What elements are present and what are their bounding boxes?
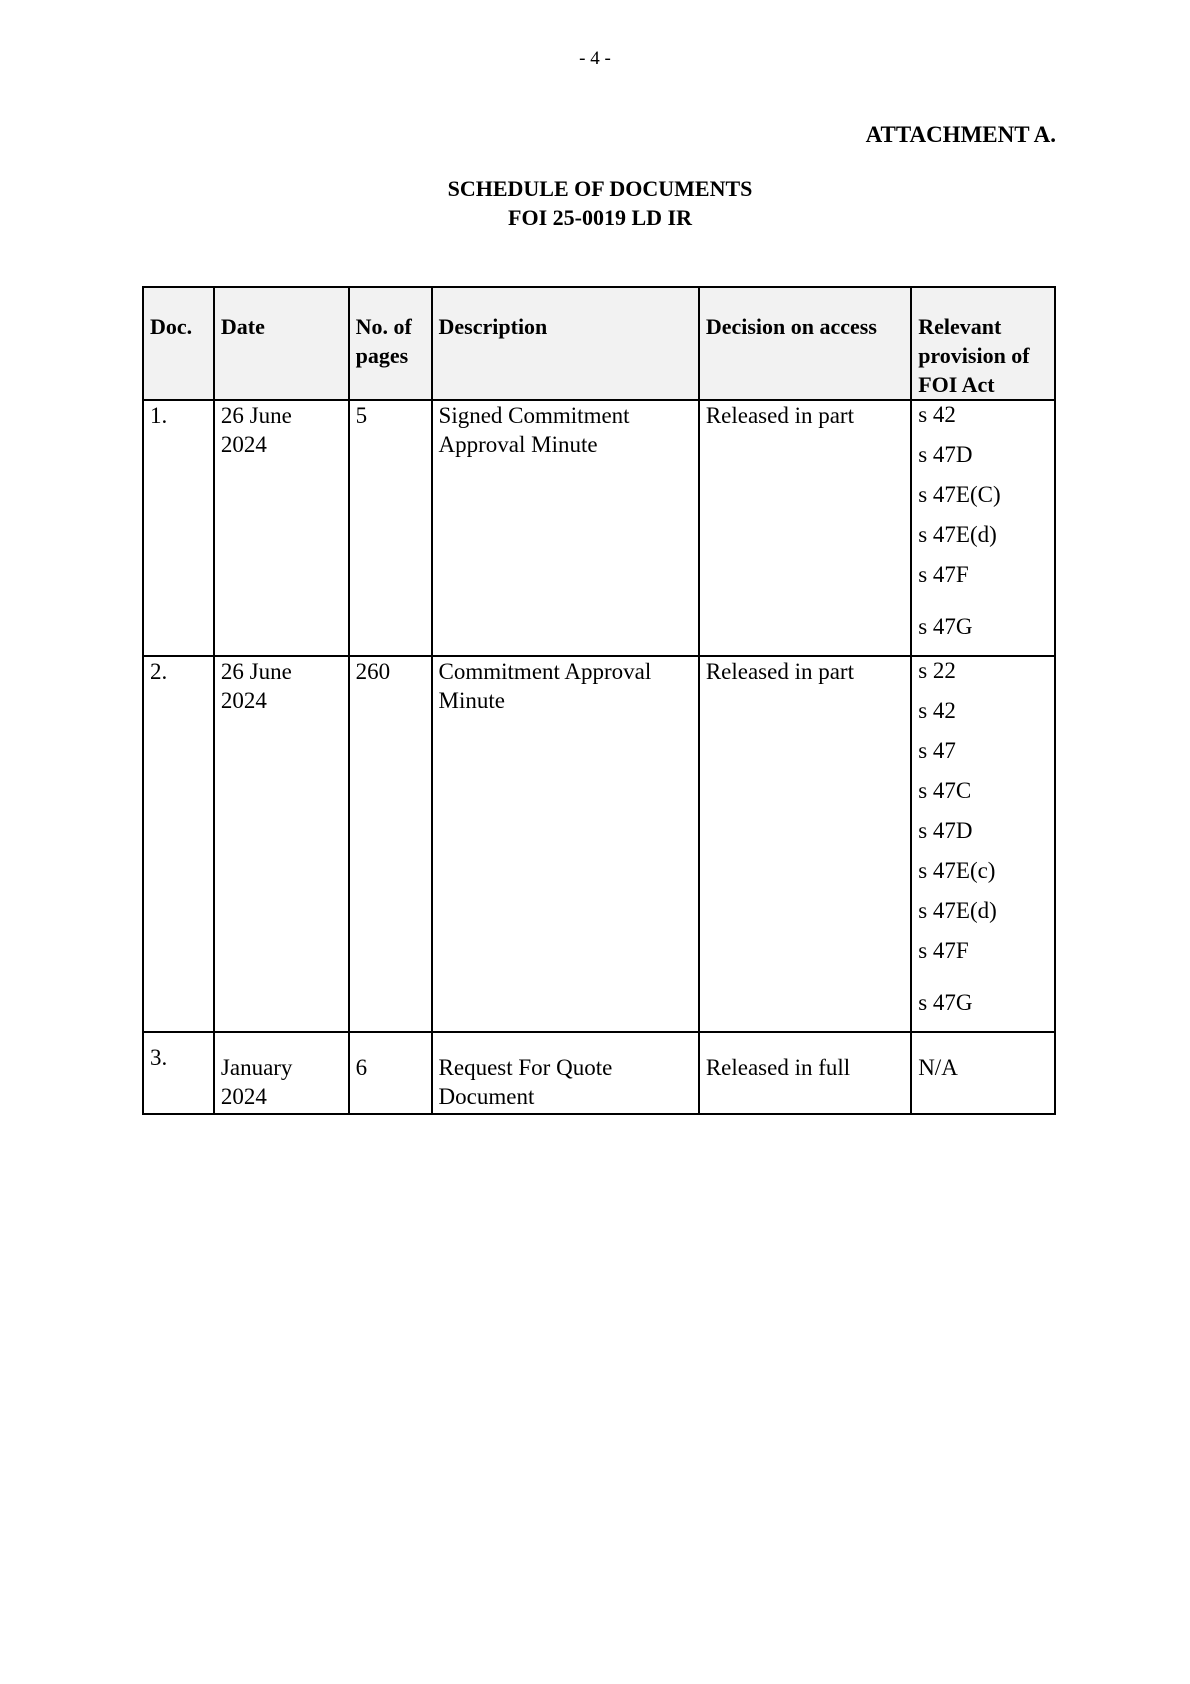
doc-pages: 260 — [349, 656, 432, 1032]
provision-item: s 47E(c) — [918, 858, 996, 883]
provision-item: s 47G — [918, 614, 973, 639]
table-row — [143, 1032, 1055, 1114]
provision-item: s 22 — [918, 658, 956, 683]
doc-provisions: N/A — [911, 1032, 1055, 1114]
provision-item: s 42 — [918, 402, 956, 427]
header-date: Date — [214, 287, 349, 400]
provision-item: s 47E(d) — [918, 898, 997, 923]
doc-provisions — [911, 400, 1055, 656]
provision-item: s 47C — [918, 778, 972, 803]
doc-number: 2. — [143, 656, 214, 1032]
table-row — [143, 656, 1055, 1032]
doc-date: 26 June 2024 — [214, 656, 349, 1032]
provision-item: s 47D — [918, 818, 973, 843]
doc-decision: Released in part — [699, 400, 911, 656]
doc-provisions — [911, 656, 1055, 1032]
doc-number: 3. — [143, 1032, 214, 1114]
doc-description: Request For Quote Document — [432, 1032, 699, 1114]
provision-item: s 47E(C) — [918, 482, 1001, 507]
header-provision: Relevant provision of FOI Act — [911, 287, 1055, 400]
document-title: SCHEDULE OF DOCUMENTS — [447, 176, 753, 201]
provision-item: s 47 — [918, 738, 956, 763]
doc-description: Signed Commitment Approval Minute — [432, 400, 699, 656]
doc-pages: 6 — [349, 1032, 432, 1114]
attachment-label: ATTACHMENT A. — [865, 122, 1056, 147]
provision-item: s 47E(d) — [918, 522, 997, 547]
page-number: - 4 - — [579, 48, 611, 69]
header-pages: No. of pages — [349, 287, 432, 400]
provision-item: s 47F — [918, 938, 969, 963]
table-header-row — [143, 287, 1055, 400]
provision-item: s 47F — [918, 562, 969, 587]
provision-item: s 42 — [918, 698, 956, 723]
doc-pages: 5 — [349, 400, 432, 656]
provision-item: s 47G — [918, 990, 973, 1015]
doc-decision: Released in part — [699, 656, 911, 1032]
schedule-table — [142, 286, 1056, 1115]
document-subtitle: FOI 25-0019 LD IR — [508, 205, 692, 230]
doc-number: 1. — [143, 400, 214, 656]
doc-date: 26 June 2024 — [214, 400, 349, 656]
header-description: Description — [432, 287, 699, 400]
provision-item: s 47D — [918, 442, 973, 467]
header-decision: Decision on access — [699, 287, 911, 400]
doc-decision: Released in full — [699, 1032, 911, 1114]
header-doc: Doc. — [143, 287, 214, 400]
table-row — [143, 400, 1055, 656]
title-block — [400, 174, 800, 232]
doc-date: January 2024 — [214, 1032, 349, 1114]
doc-description: Commitment Approval Minute — [432, 656, 699, 1032]
